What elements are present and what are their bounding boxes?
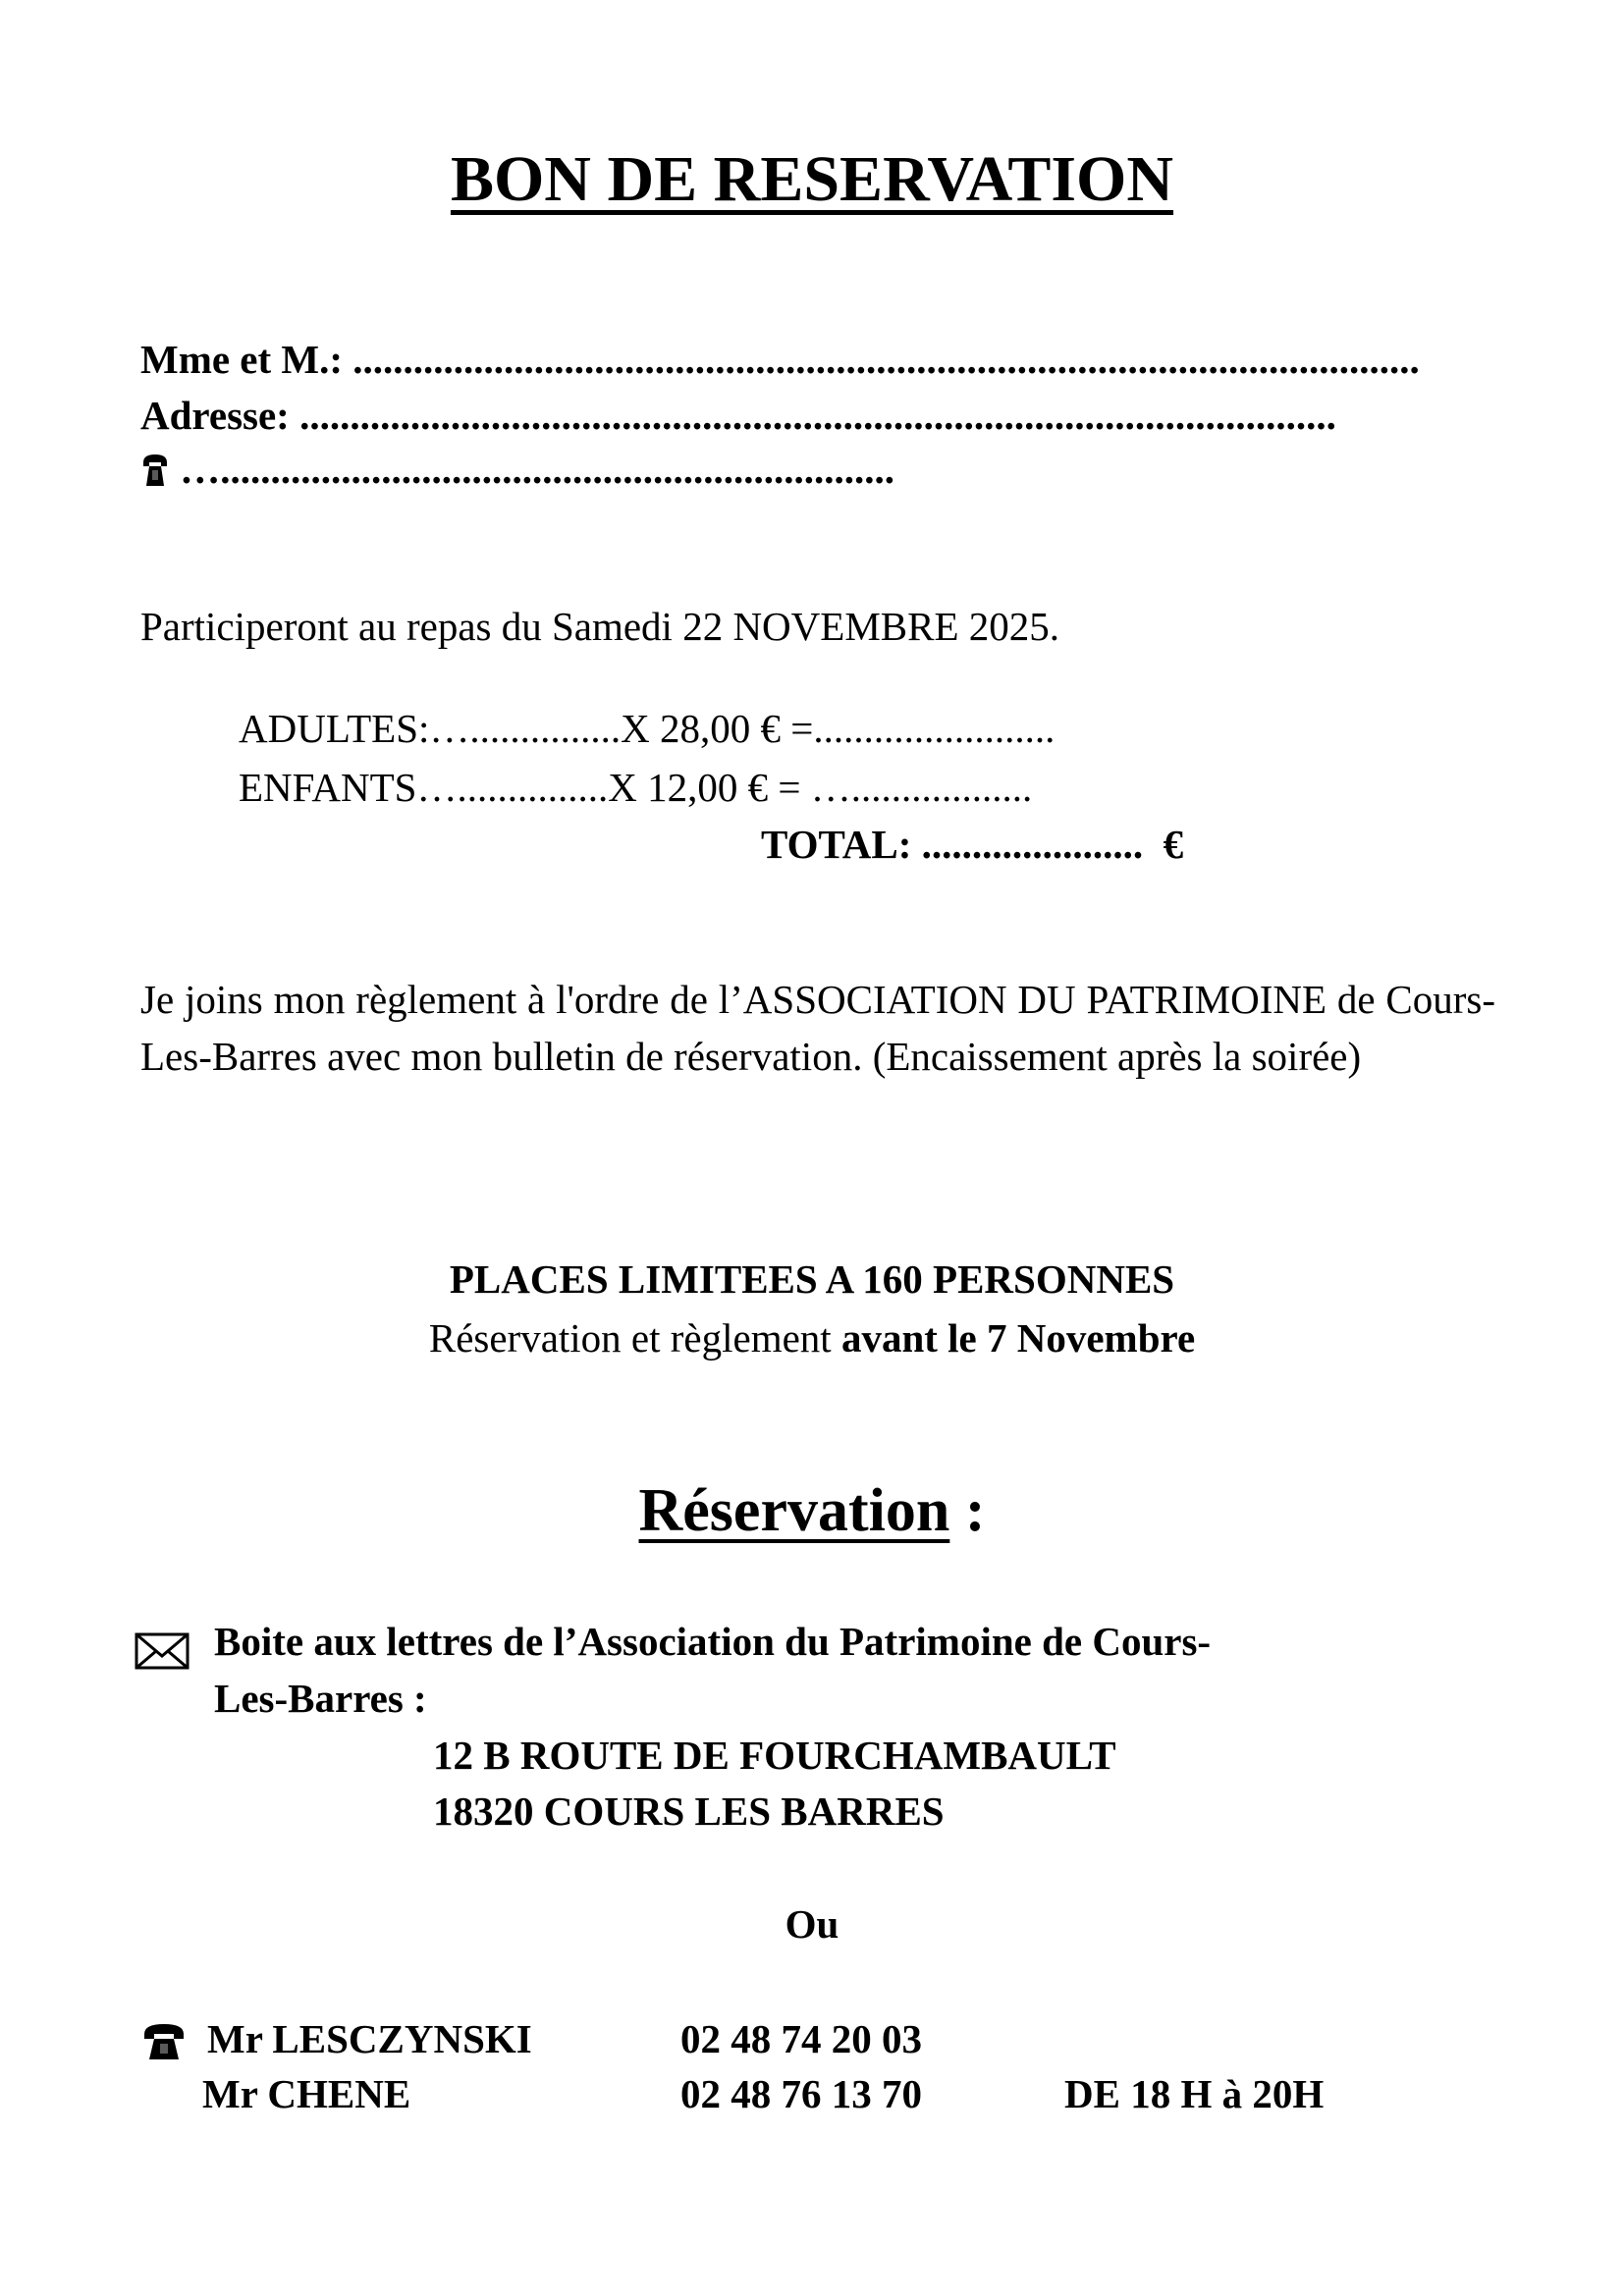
address-line-2: 18320 COURS LES BARRES <box>433 1789 945 1834</box>
page-title <box>0 143 1624 215</box>
total-row[interactable] <box>761 822 1184 867</box>
adults-dots: …............... <box>429 706 622 751</box>
reservation-heading-text: Réservation <box>638 1477 950 1544</box>
reservation-heading-colon: : <box>964 1477 986 1544</box>
mailbox-line-1: Boite aux lettres de l’Association du Patrimoine de Cours- <box>214 1619 1212 1664</box>
or-text: Ou <box>785 1901 839 1947</box>
places-limit: PLACES LIMITEES A 160 PERSONNES <box>449 1256 1175 1302</box>
telephone-icon <box>142 2022 186 2065</box>
page-title-text: BON DE RESERVATION <box>450 143 1174 215</box>
reservation-heading <box>0 1477 1624 1544</box>
contact-name-1: Mr LESCZYNSKI <box>207 2016 532 2061</box>
children-dots: …............... <box>416 765 609 810</box>
mailbox-line-2: Les-Barres : <box>214 1676 427 1721</box>
phone-field[interactable] <box>140 447 894 495</box>
address-field[interactable] <box>140 393 1336 438</box>
name-dots: .......................................................................................................... <box>352 337 1420 382</box>
phone-dots: …................................................................... <box>180 447 894 492</box>
contact-phone-1[interactable]: 02 48 74 20 03 <box>680 2016 922 2061</box>
total-label: TOTAL: <box>761 822 912 867</box>
name-label: Mme et M.: <box>140 337 344 382</box>
contact-phone-2[interactable]: 02 48 76 13 70 <box>680 2071 922 2116</box>
deadline-line <box>0 1315 1624 1361</box>
children-row[interactable] <box>239 765 1033 810</box>
deadline-prefix: Réservation et règlement <box>428 1315 832 1361</box>
adults-label: ADULTES: <box>239 706 430 751</box>
contact-name-2: Mr CHENE <box>202 2071 411 2116</box>
total-currency: € <box>1163 822 1184 867</box>
address-label: Adresse: <box>140 393 290 438</box>
envelope-icon <box>135 1632 189 1674</box>
payment-paragraph: Je joins mon règlement à l'ordre de l’ASSOCIATION DU PATRIMOINE de Cours-Les-Barres avec mon bulletin de réservation. (Encaissement après la soirée) <box>140 977 1495 1079</box>
adults-row[interactable] <box>239 706 1056 751</box>
total-dots: ...................... <box>921 822 1144 867</box>
children-label: ENFANTS <box>239 765 417 810</box>
event-line: Participeront au repas du Samedi 22 NOVEMBRE 2025. <box>140 604 1060 649</box>
address-dots: ....................................................................................................... <box>299 393 1336 438</box>
telephone-icon <box>140 453 170 495</box>
address-line-1: 12 B ROUTE DE FOURCHAMBAULT <box>433 1733 1116 1778</box>
children-price: X 12,00 € <box>608 765 769 810</box>
name-field[interactable] <box>140 337 1420 382</box>
children-result: = ….................. <box>778 765 1033 810</box>
adults-price: X 28,00 € <box>621 706 781 751</box>
adults-result: =........................ <box>790 706 1056 751</box>
contact-hours: DE 18 H à 20H <box>1064 2071 1325 2116</box>
deadline-bold: avant le 7 Novembre <box>840 1315 1196 1361</box>
